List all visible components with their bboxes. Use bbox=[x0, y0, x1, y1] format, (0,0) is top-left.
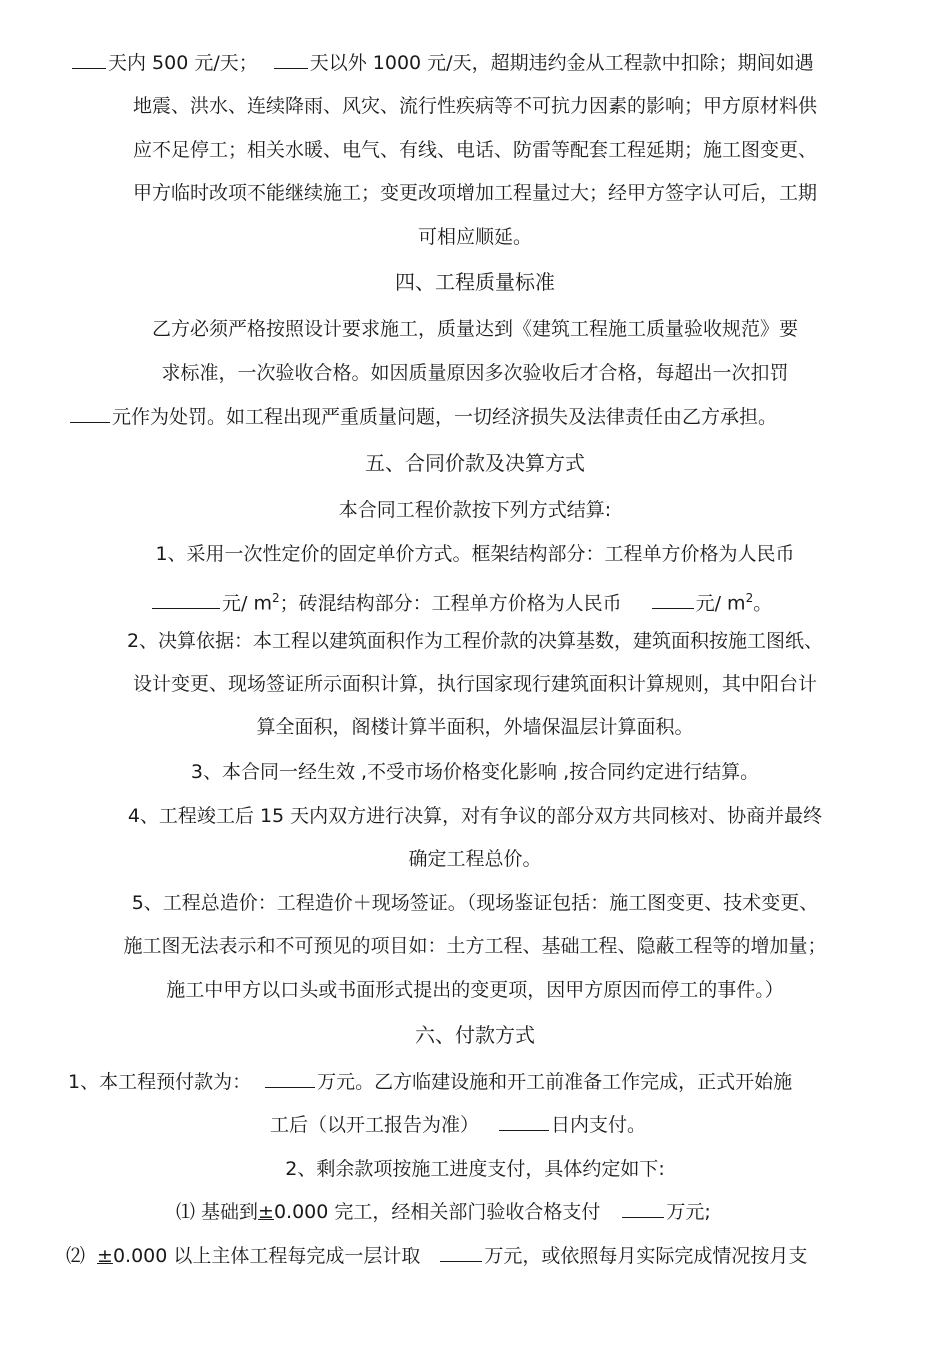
blank-field bbox=[72, 50, 106, 69]
section-heading: 四、工程质量标准 bbox=[395, 270, 555, 294]
text-line: 施工图无法表示和不可预见的项目如：土方工程、基础工程、隐蔽工程等的增加量； bbox=[123, 935, 827, 957]
text-line: 施工中甲方以口头或书面形式提出的变更项，因甲方原因而停工的事件。） bbox=[166, 979, 784, 1001]
text-line: 1、采用一次性定价的固定单价方式。框架结构部分：工程单方价格为人民币 bbox=[155, 543, 795, 565]
blank-field bbox=[70, 404, 110, 423]
text-line: 求标准，一次验收合格。如因质量原因多次验收后才合格，每超出一次扣罚 bbox=[161, 362, 789, 384]
text-line: 确定工程总价。 bbox=[408, 848, 542, 870]
text-line: 设计变更、现场签证所示面积计算，执行国家现行建筑面积计算规则，其中阳台计 bbox=[132, 673, 817, 695]
blank-field bbox=[652, 590, 694, 609]
blank-field bbox=[622, 1199, 664, 1218]
text-line: 元作为处罚。如工程出现严重质量问题，一切经济损失及法律责任由乙方承担。 bbox=[0, 403, 950, 431]
blank-field bbox=[440, 1243, 482, 1262]
blank-field bbox=[499, 1112, 549, 1131]
blank-field bbox=[152, 590, 220, 609]
text-line: 天内 500 元/天； 天以外 1000 元/天，超期违约金从工程款中扣除；期间如遇 bbox=[0, 49, 950, 77]
text-line: 2、决算依据：本工程以建筑面积作为工程价款的决算基数，建筑面积按施工图纸、 bbox=[126, 630, 824, 652]
text-line: 2、剩余款项按施工进度支付，具体约定如下: bbox=[285, 1158, 665, 1180]
text-line: 4、工程竣工后 15 天内双方进行决算，对有争议的部分双方共同核对、协商并最终 bbox=[127, 805, 823, 827]
text-line: 1、本工程预付款为： 万元。乙方临建设施和开工前准备工作完成，正式开始施 bbox=[68, 1071, 793, 1093]
text-line: 本合同工程价款按下列方式结算: bbox=[338, 499, 612, 521]
text-line: ⑵ ±0.000 以上主体工程每完成一层计取 万元，或依照每月实际完成情况按月支 bbox=[66, 1245, 808, 1267]
text-line: ⑴ 基础到±0.000 完工，经相关部门验收合格支付 万元; bbox=[176, 1201, 711, 1223]
blank-field bbox=[265, 1069, 315, 1088]
text-line: 元/ $m^2$；砖混结构部分：工程单方价格为人民币 元/ $m^2$。 bbox=[0, 584, 950, 617]
section-heading: 六、付款方式 bbox=[415, 1023, 535, 1047]
text-line: 算全面积，阁楼计算半面积，外墙保温层计算面积。 bbox=[256, 716, 694, 738]
section-heading: 五、合同价款及决算方式 bbox=[365, 451, 585, 475]
text-line: 甲方临时改项不能继续施工；变更改项增加工程量过大；经甲方签字认可后，工期 bbox=[132, 182, 817, 204]
blank-field bbox=[274, 50, 308, 69]
text-line: 可相应顺延。 bbox=[417, 226, 532, 248]
text-line: 应不足停工；相关水暖、电气、有线、电话、防雷等配套工程延期；施工图变更、 bbox=[132, 139, 817, 161]
text-line: 乙方必须严格按照设计要求施工，质量达到《建筑工程施工质量验收规范》要 bbox=[151, 318, 798, 340]
text-line: 工后（以开工报告为准） 日内支付。 bbox=[270, 1114, 647, 1136]
text-line: 地震、洪水、连续降雨、风灾、流行性疾病等不可抗力因素的影响；甲方原材料供 bbox=[132, 95, 817, 117]
text-line: 5、工程总造价：工程造价＋现场签证。（现场鉴证包括：施工图变更、技术变更、 bbox=[131, 892, 819, 914]
text-line: 3、本合同一经生效 ,不受市场价格变化影响 ,按合同约定进行结算。 bbox=[190, 761, 760, 783]
